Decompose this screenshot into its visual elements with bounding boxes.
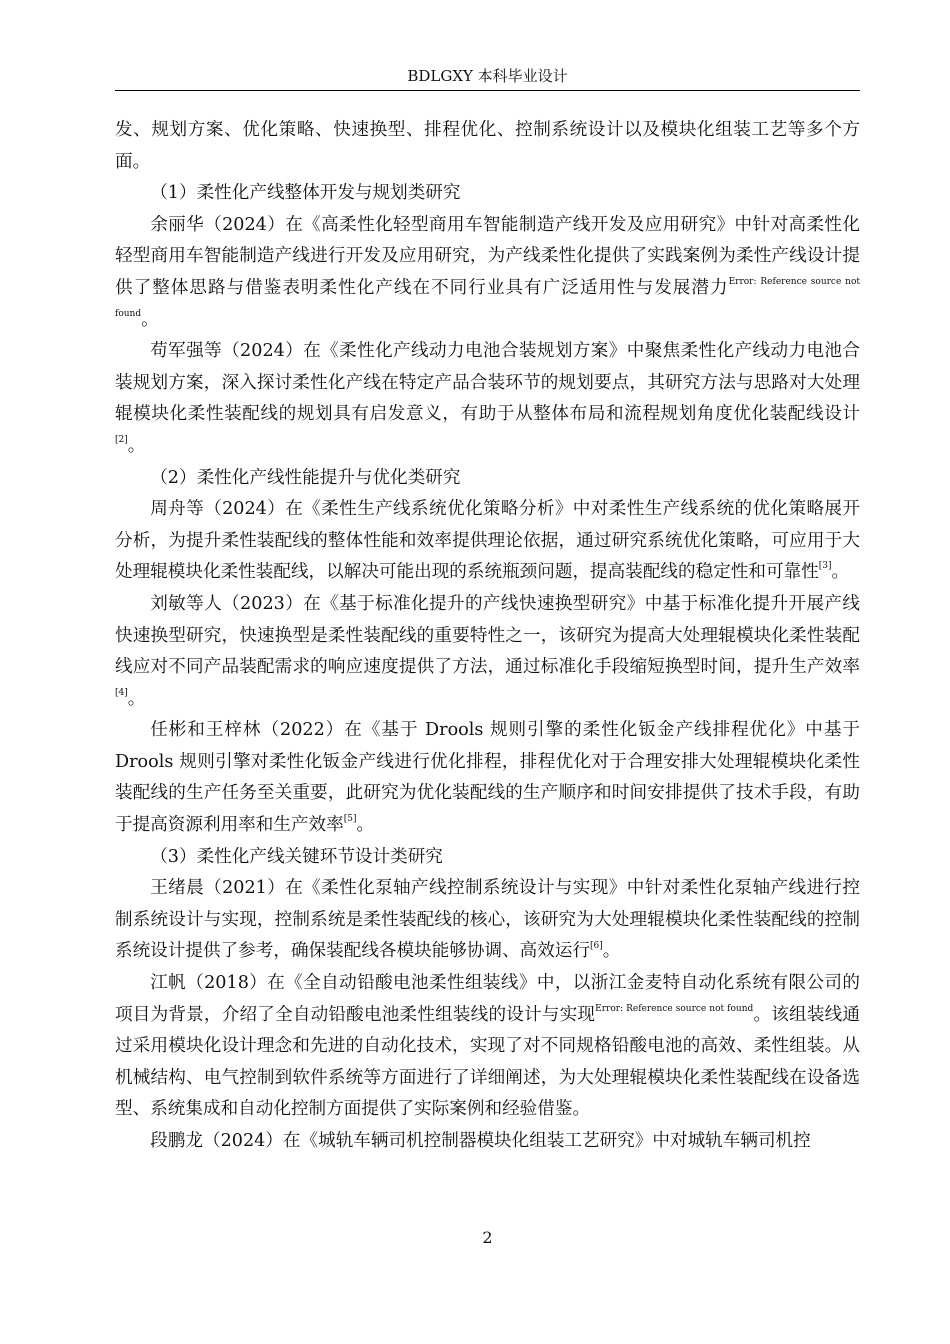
page-number: 2 [482,1228,493,1247]
paragraph-jiang-fan: 江帆（2018）在《全自动铅酸电池柔性组装线》中，以浙江金麦特自动化系统有限公司的项目为背景，介绍了全自动铅酸电池柔性组装线的设计与实现$^{Error: Reference source not found}$。该组装线通过采用模块化设计理念和先进的自动化技术，实现了对不同规格铅酸电池的高效、柔性组装。从机械结构、电气控制到软件系统等方面进行了详细阐述，为大处理辊模块化柔性装配线在设备选型、系统集成和自动化控制方面提供了实际案例和经验借鉴。 [115,973,860,1120]
citation-5: [5] [343,814,357,825]
paragraph-wang-xuchen: 王绪晨（2021）在《柔性化泵轴产线控制系统设计与实现》中针对柔性化泵轴产线进行控制系统设计与实现，控制系统是柔性装配线的核心，该研究为大处理辊模块化柔性装配线的控制系统设计提供了参考，确保装配线各模块能够协调、高效运行[6]。 [115,878,860,962]
citation-3: [3] [818,561,832,572]
body-text [115,115,860,1158]
citation-2: [2] [115,435,128,446]
paragraph-1: 发、规划方案、优化策略、快速换型、排程优化、控制系统设计以及模块化组装工艺等多个方面。 [115,120,860,172]
header-rule [115,90,860,91]
paragraph-gou-junqiang: 苟军强等（2024）在《柔性化产线动力电池合装规划方案》中聚焦柔性化产线动力电池合装规划方案，深入探讨柔性化产线在特定产品合装环节的规划要点，其研究方法与思路对大处理辊模块化柔性装配线的规划具有启发意义，有助于从整体布局和流程规划角度优化装配线设计[2]。 [115,341,860,456]
paragraph-ren-bin: 任彬和王梓林（2022）在《基于 Drools 规则引擎的柔性化钣金产线排程优化》中基于 Drools 规则引擎对柔性化钣金产线进行优化排程，排程优化对于合理安排大处理辊模块化柔性装配线的生产任务至关重要，此研究为优化装配线的生产顺序和时间安排提供了技术手段，有助于提高资源利用率和生产效率[5]。 [115,720,860,836]
citation-error: Error: Reference source not found [115,277,860,319]
citation-error: Error: Reference source not found [595,1003,754,1014]
paragraph-liu-min: 刘敏等人（2023）在《基于标准化提升的产线快速换型研究》中基于标准化提升开展产线快速换型研究，快速换型是柔性装配线的重要特性之一，该研究为提高大处理辊模块化柔性装配线应对不同产品装配需求的响应速度提供了方法，通过标准化手段缩短换型时间，提升生产效率[4]。 [115,593,860,709]
citation-6: [6] [590,940,603,951]
citation-4: [4] [115,687,128,698]
paragraph-zhou-zhou: 周舟等（2024）在《柔性生产线系统优化策略分析》中对柔性生产线系统的优化策略展开分析，为提升柔性装配线的整体性能和效率提供理论依据，通过研究系统优化策略，可应用于大处理辊模块化柔性装配线，以解决可能出现的系统瓶颈问题，提高装配线的稳定性和可靠性[3]。 [115,499,860,583]
paragraph-duan-penglong: 段鹏龙（2024）在《城轨车辆司机控制器模块化组装工艺研究》中对城轨车辆司机控 [150,1131,811,1151]
section-heading-3: （3）柔性化产线关键环节设计类研究 [150,846,443,867]
section-heading-2: （2）柔性化产线性能提升与优化类研究 [150,467,461,488]
paragraph-yu-lihua: 余丽华（2024）在《高柔性化轻型商用车智能制造产线开发及应用研究》中针对高柔性化轻型商用车智能制造产线进行开发及应用研究，为产线柔性化提供了实践案例为柔性产线设计提供了整体思路与借鉴表明柔性化产线在不同行业具有广泛适用性与发展潜力$^{Error: Reference source not found}$。 [115,214,860,330]
section-heading-1: （1）柔性化产线整体开发与规划类研究 [150,183,461,204]
running-header: BDLGXY 本科毕业设计 [407,67,568,85]
